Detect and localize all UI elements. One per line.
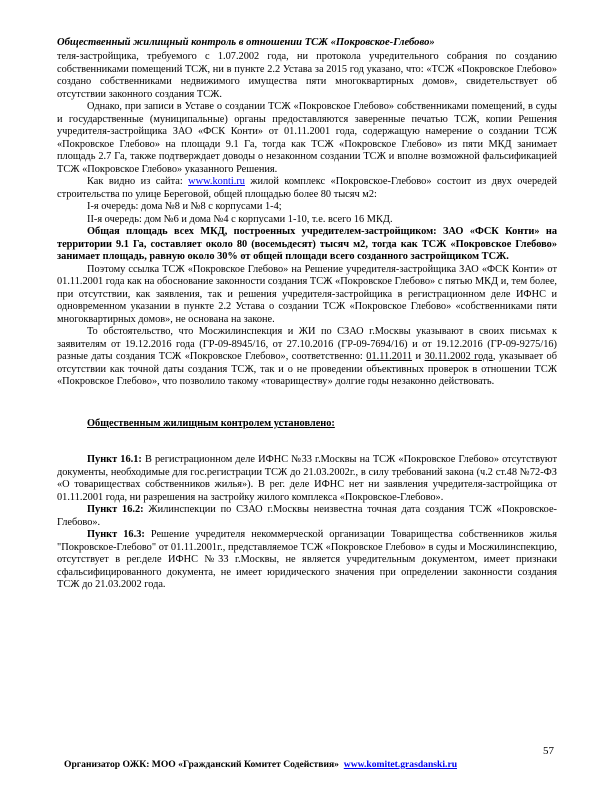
footer-website-link[interactable]: www.komitet.grasdanski.ru bbox=[343, 759, 458, 770]
finding-label: Пункт 16.3: bbox=[87, 529, 145, 540]
date-underlined-1: 01.11.2011 bbox=[366, 351, 413, 362]
finding-text: В регистрационном деле ИФНС №33 г.Москвы на ТСЖ «Покровское Глебово» отсутствуют документы, необходимые для гос.регистрации ТСЖ до 21.03.2002г., в силу требований закона (ч.2 ст.48 №72-ФЗ «О товариществах собственников жилья»). В рег. деле ИФНС нет ни заявления учредителя-застройщика от 01.11.2001 года, ни разрешения на застройку жилого комплекса «Покровское-Глебово». bbox=[57, 454, 557, 503]
document-body bbox=[57, 51, 557, 592]
finding-item bbox=[57, 529, 557, 592]
page-footer bbox=[64, 759, 457, 770]
dates-text-mid: и bbox=[412, 351, 425, 362]
section-heading: Общественным жилищным контролем установлено: bbox=[87, 417, 335, 429]
paragraph-resolution: Однако, при записи в Уставе о создании ТСЖ «Покровское Глебово» собственниками помещений, в суды и государственные (муниципальные) органы предоставляются заверенные печатью ТСЖ, копии Решения учредителя-застройщика ЗАО «ФСК Конти» от 01.11.2001 года, содержащую намерение о создании ТСЖ «Покровское Глебово» на площади 9.1 Га, тогда как ТСЖ «Покровское Глебово» из пяти МКД занимает площадь 2.7 Га, также подтверждает доводы о незаконном создании ТСЖ и вполне возможной фальсификацией ТСЖ «Покровское Глебово» указанного Решения. bbox=[57, 101, 557, 175]
paragraph-total-area: Общая площадь всех МКД, построенных учредителем-застройщиком: ЗАО «ФСК Конти» на территории 9.1 Га, составляет около 80 (восемьдесят) тысяч м2, тогда как ТСЖ «Покровское Глебово» занимает площадь, равную около 30% от общей площади всего созданного застройщиком ТСЖ. bbox=[57, 226, 557, 262]
paragraph-inspection-dates bbox=[57, 326, 557, 389]
website-text-after: жилой комплекс «Покровское-Глебово» состоит из двух очередей строительства по улице Береговой, общей площадью более 80 тысяч м2: bbox=[57, 176, 557, 200]
paragraph-second-stage: II-я очередь: дом №6 и дома №4 с корпусами 1-10, т.е. всего 16 МКД. bbox=[87, 213, 393, 225]
dates-text-after: , указывает об отсутствии как точной даты создания ТСЖ, так и о не проведении объективных проверок в отношении ТСЖ «Покровское Глебово», что позволило такому «товариществу» долгие годы незаконно действовать. bbox=[57, 351, 557, 387]
konti-website-link[interactable]: www.konti.ru bbox=[188, 176, 245, 187]
paragraph-first-stage: I-я очередь: дома №8 и №8 с корпусами 1-4; bbox=[87, 201, 282, 212]
paragraph-website bbox=[57, 176, 557, 201]
finding-label: Пункт 16.1: bbox=[87, 454, 142, 465]
page-number: 57 bbox=[543, 745, 554, 757]
website-text-before: Как видно из сайта: bbox=[87, 176, 189, 187]
finding-text: Жилинспекции по СЗАО г.Москвы неизвестна точная дата создания ТСЖ «Покровское-Глебово». bbox=[57, 504, 557, 528]
page-header-title: Общественный жилищный контроль в отношении ТСЖ «Покровское-Глебово» bbox=[57, 37, 435, 48]
dates-text-before: То обстоятельство, что Мосжилинспекция и ЖИ по СЗАО г.Москвы указывают в своих письмах к заявителям от 19.12.2016 года (ГР-09-8945/16, от 27.10.2016 (ГР-09-7694/16) и от 19.12.2016 (ГР-09-9275/16) разные даты создания ТСЖ «Покровское Глебово», соответственно: bbox=[57, 326, 557, 362]
finding-label: Пункт 16.2: bbox=[87, 504, 144, 515]
date-underlined-2: 30.11.2002 года bbox=[424, 351, 493, 362]
paragraph-continuation: теля-застройщика, требуемого с 1.07.2002 года, ни протокола учредительного собрания по созданию собственниками помещений ТСЖ, ни в пункте 2.2 Устава за 2015 год указано, что: «ТСЖ «Покровское Глебово» создано собственниками недвижимого имущества пяти многоквартирных домов», свидетельствует об отсутствии законного создания ТСЖ. bbox=[57, 51, 557, 100]
finding-item bbox=[57, 504, 557, 529]
finding-item bbox=[57, 454, 557, 504]
paragraph-reference: Поэтому ссылка ТСЖ «Покровское Глебово» на Решение учредителя-застройщика ЗАО «ФСК Конти» от 01.11.2001 года как на обоснование законности создания ТСЖ «Покровское Глебово» с пятью МКД и, тем более, при отсутствии, как заявления, так и решения учредителя-застройщика в регистрационном деле ИФНС и одновременном указании в пункте 2.2 Устава о создании ТСЖ «Покровское Глебово» «собственниками пяти многоквартирных домов», не основана на законе. bbox=[57, 263, 557, 325]
finding-text: Решение учредителя некоммерческой организации Товарищества собственников жилья "Покровское-Глебово" от 01.11.2001г., представляемое ТСЖ «Покровское Глебово» в суды и Мосжилинспекцию, отсутствует в рег.деле ИФНС №33 г.Москвы, не является учредительным документом, имеет признаки сфальсифицированного документа, не имеет юридического значения при определении законности создания ТСЖ до 21.03.2002 года. bbox=[57, 529, 557, 590]
footer-organizer-text: Организатор ОЖК: МОО «Гражданский Комитет Содействия» bbox=[64, 759, 339, 770]
